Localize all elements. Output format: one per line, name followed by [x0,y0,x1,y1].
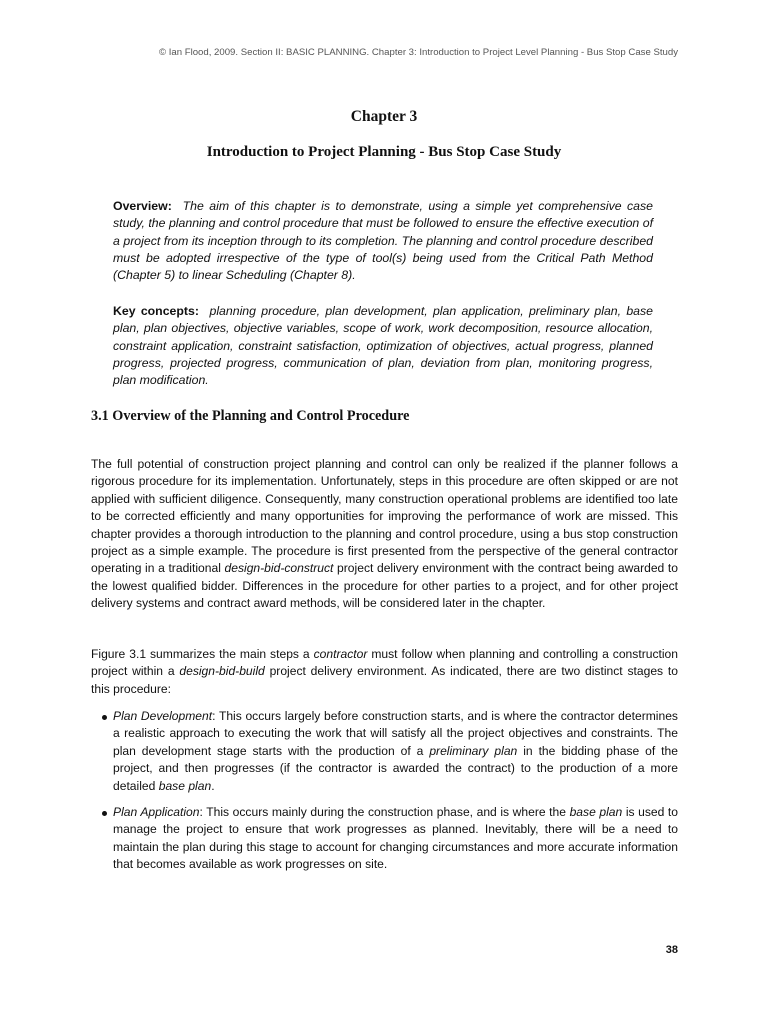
bullet-icon [102,811,107,816]
running-header: © Ian Flood, 2009. Section II: BASIC PLANNING. Chapter 3: Introduction to Project Level Planning - Bus Stop Case Study [158,47,678,58]
key-concepts-text: planning procedure, plan development, plan application, preliminary plan, base plan, plan objectives, objective variables, scope of work, work decomposition, resource allocation, constraint application, constraint satisfaction, optimization of objectives, actual progress, planned progress, projected progress, communication of plan, deviation from plan, monitoring progress, plan modification. [113,304,653,388]
bullet-italic-a: base plan [569,805,623,820]
overview-label: Overview: [113,199,172,213]
paragraph-1-italic: design-bid-construct [224,561,334,576]
paragraph-2-text-a: Figure 3.1 summarizes the main steps a [91,647,314,661]
bullet-term: Plan Application [113,805,200,820]
bullet-text-b: in the bidding phase of the project, and then progresses (if the contractor is awarded the contract) to the production of a more detailed [113,743,678,793]
bullet-text-c: . [211,778,215,793]
bullet-text-b: is used to manage the project to ensure that work progresses as planned. Inevitably, there will be a need to maintain the plan during this stage to account for changing circumstances and more accurate information that becomes available as work progresses on site. [113,805,679,872]
chapter-label: Chapter 3 [350,108,418,125]
paragraph-2-italic-a: contractor [313,647,368,661]
list-item-plan-application [91,804,678,874]
overview-block [113,198,653,284]
paragraph-2-text-c: project delivery environment. As indicated, there are two distinct stages to this procedure: [91,664,678,696]
bullet-text-a: This occurs mainly during the construction phase, and is where the [202,805,570,820]
bullet-colon: : [212,709,216,723]
paragraph-2-italic-b: design-bid-build [179,664,265,679]
paragraph-2 [91,646,678,698]
chapter-title: Introduction to Project Planning - Bus Stop Case Study [206,144,562,160]
paragraph-1 [91,456,678,613]
paragraph-2-text-b: must follow when planning and controlling a construction project within a [91,647,678,679]
bullet-italic-a: preliminary plan [429,743,518,758]
list-item-plan-development [91,708,678,795]
bullet-term: Plan Development [113,709,213,723]
bullet-italic-b: base plan [158,778,212,793]
key-concepts-block [113,303,653,389]
bullet-icon [102,715,107,720]
bullet-text-a: This occurs largely before construction starts, and is where the contractor determines a realistic approach to executing the work that will satisfy all the project objectives and constraints. The plan development stage starts with the production of a [113,709,678,758]
stage-list [91,708,678,874]
paragraph-1-text-b: project delivery environment with the contract being awarded to the lowest qualified bidder. Differences in the procedure for other parties to a project, and for other project delivery systems and contract award methods, will be considered later in the chapter. [91,561,678,611]
overview-text: The aim of this chapter is to demonstrate, using a simple yet comprehensive case study, the planning and control procedure that must be followed to ensure the effective execution of a project from its inception through to its completion. The planning and control procedure described must be adopted irrespective of the type of tool(s) being used from the Critical Path Method (Chapter 5) to linear Scheduling (Chapter 8). [113,199,653,283]
paragraph-1-text-a: The full potential of construction project planning and control can only be realized if the planner follows a rigorous procedure for its implementation. Unfortunately, steps in this procedure are often skipped or are not applied with sufficient diligence. Consequently, many construction operational problems are identified too late to be corrected efficiently and many opportunities for improving the performance of work are missed. This chapter provides a thorough introduction to the planning and control procedure, using a bus stop construction project as a simple example. The procedure is first presented from the perspective of the general contractor operating in a traditional [91,457,678,576]
section-heading: 3.1 Overview of the Planning and Control Procedure [91,408,410,424]
page-number: 38 [665,944,678,956]
bullet-colon: : [199,805,203,820]
key-concepts-label: Key concepts: [113,304,199,318]
